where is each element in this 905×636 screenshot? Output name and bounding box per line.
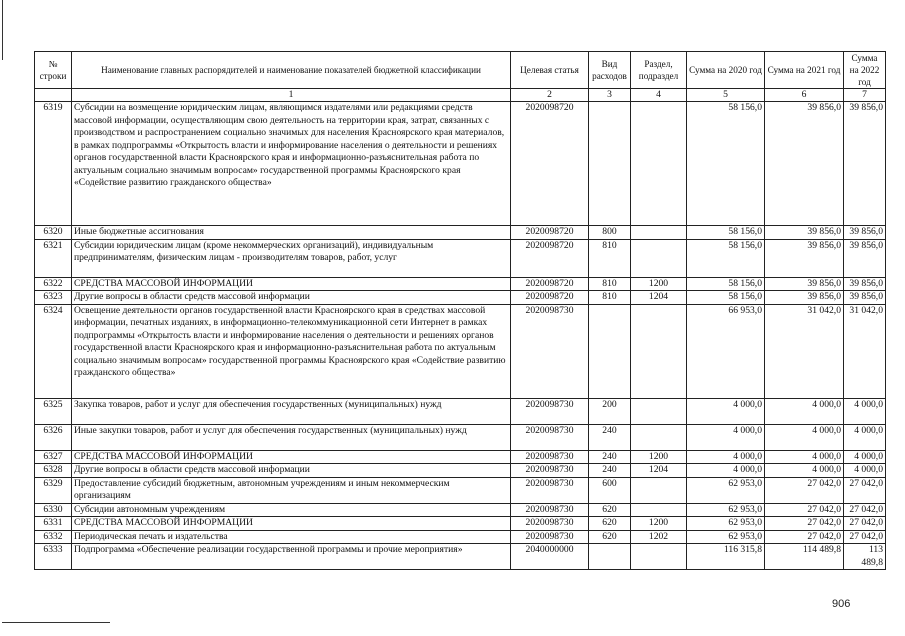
- row-sum-2022: 27 042,0: [844, 503, 886, 517]
- row-number: 6330: [35, 503, 72, 517]
- row-sum-2022: 113 489,8: [844, 544, 886, 570]
- row-target-code: 2020098720: [511, 291, 589, 305]
- row-name: СРЕДСТВА МАССОВОЙ ИНФОРМАЦИИ: [72, 277, 511, 291]
- row-number: 6328: [35, 464, 72, 478]
- row-sum-2022: 39 856,0: [844, 291, 886, 305]
- row-sum-2021: 31 042,0: [765, 304, 844, 398]
- row-sum-2021: 27 042,0: [765, 517, 844, 531]
- row-name: Субсидии юридическим лицам (кроме некоммерческих организаций), индивидуальным предпринимателям, физическим лицам - производителям товаров, работ, услуг: [72, 239, 511, 277]
- row-target-code: 2020098720: [511, 102, 589, 226]
- row-section: [631, 398, 687, 424]
- row-sum-2020: 58 156,0: [687, 102, 765, 226]
- row-number: 6323: [35, 291, 72, 305]
- margin-rule: [2, 0, 3, 60]
- col-number: 5: [687, 89, 765, 102]
- col-number: 4: [631, 89, 687, 102]
- row-target-code: 2020098730: [511, 450, 589, 464]
- row-target-code: 2020098720: [511, 277, 589, 291]
- row-sum-2020: 58 156,0: [687, 226, 765, 240]
- row-section: [631, 503, 687, 517]
- row-number: 6333: [35, 544, 72, 570]
- col-header-sum-2022: Сумма на 2022 год: [844, 52, 886, 89]
- row-number: 6325: [35, 398, 72, 424]
- row-sum-2021: 4 000,0: [765, 450, 844, 464]
- table-row: [35, 450, 886, 464]
- row-expense-type: 240: [589, 424, 631, 450]
- row-sum-2020: 4 000,0: [687, 398, 765, 424]
- row-number: 6322: [35, 277, 72, 291]
- row-sum-2020: 62 953,0: [687, 517, 765, 531]
- row-sum-2020: 4 000,0: [687, 450, 765, 464]
- row-number: 6324: [35, 304, 72, 398]
- table-row: [35, 544, 886, 570]
- table-row: [35, 239, 886, 277]
- table-row: [35, 304, 886, 398]
- row-sum-2020: 66 953,0: [687, 304, 765, 398]
- row-expense-type: [589, 544, 631, 570]
- row-section: [631, 239, 687, 277]
- row-expense-type: 240: [589, 464, 631, 478]
- row-sum-2020: 62 953,0: [687, 503, 765, 517]
- row-sum-2021: 39 856,0: [765, 291, 844, 305]
- row-sum-2020: 4 000,0: [687, 464, 765, 478]
- row-sum-2020: 116 315,8: [687, 544, 765, 570]
- row-section: 1204: [631, 291, 687, 305]
- row-sum-2022: 4 000,0: [844, 398, 886, 424]
- row-sum-2022: 27 042,0: [844, 517, 886, 531]
- row-number: 6321: [35, 239, 72, 277]
- footer-rule: [2, 622, 110, 623]
- row-sum-2022: 39 856,0: [844, 277, 886, 291]
- row-sum-2022: 4 000,0: [844, 450, 886, 464]
- row-sum-2021: 4 000,0: [765, 424, 844, 450]
- row-name: СРЕДСТВА МАССОВОЙ ИНФОРМАЦИИ: [72, 450, 511, 464]
- row-number: 6319: [35, 102, 72, 226]
- table-row: [35, 517, 886, 531]
- row-number: 6320: [35, 226, 72, 240]
- row-name: Иные закупки товаров, работ и услуг для обеспечения государственных (муниципальных) нужд: [72, 424, 511, 450]
- col-number: [35, 89, 72, 102]
- row-target-code: 2020098730: [511, 398, 589, 424]
- row-section: [631, 102, 687, 226]
- table-row: [35, 530, 886, 544]
- table-row: [35, 477, 886, 503]
- row-target-code: 2020098730: [511, 464, 589, 478]
- row-sum-2022: 31 042,0: [844, 304, 886, 398]
- row-sum-2021: 114 489,8: [765, 544, 844, 570]
- row-expense-type: 600: [589, 477, 631, 503]
- row-section: 1200: [631, 450, 687, 464]
- col-header-sum-2020: Сумма на 2020 год: [687, 52, 765, 89]
- row-name: Периодическая печать и издательства: [72, 530, 511, 544]
- col-header-no: № строки: [35, 52, 72, 89]
- row-number: 6331: [35, 517, 72, 531]
- table-row: [35, 464, 886, 478]
- row-name: Освещение деятельности органов государственной власти Красноярского края в средствах массовой информации, печатных изданиях, в информационно-телекоммуникационной сети Интернет в рамках подпрограммы «Открытость власти и информирование населения о деятельности и решениях органов государственной власти Красноярского края и информационно-разъяснительная работа по актуальным социально значимым вопросам» государственной программы Красноярского края «Содействие развитию гражданского общества»: [72, 304, 511, 398]
- row-expense-type: 810: [589, 239, 631, 277]
- row-section: 1204: [631, 464, 687, 478]
- row-sum-2021: 39 856,0: [765, 239, 844, 277]
- row-expense-type: 810: [589, 277, 631, 291]
- row-sum-2022: 4 000,0: [844, 464, 886, 478]
- row-name: Подпрограмма «Обеспечение реализации государственной программы и прочие мероприятия»: [72, 544, 511, 570]
- row-name: Субсидии автономным учреждениям: [72, 503, 511, 517]
- col-number: 1: [72, 89, 511, 102]
- table-row: [35, 398, 886, 424]
- row-target-code: 2020098720: [511, 226, 589, 240]
- row-target-code: 2020098730: [511, 304, 589, 398]
- row-sum-2021: 39 856,0: [765, 277, 844, 291]
- row-number: 6329: [35, 477, 72, 503]
- row-sum-2021: 27 042,0: [765, 530, 844, 544]
- col-header-target: Целевая статья: [511, 52, 589, 89]
- row-expense-type: 240: [589, 450, 631, 464]
- row-section: [631, 424, 687, 450]
- row-number: 6327: [35, 450, 72, 464]
- row-sum-2020: 62 953,0: [687, 477, 765, 503]
- row-expense-type: [589, 102, 631, 226]
- row-target-code: 2040000000: [511, 544, 589, 570]
- table-row: [35, 291, 886, 305]
- row-sum-2022: 39 856,0: [844, 102, 886, 226]
- row-sum-2021: 39 856,0: [765, 102, 844, 226]
- row-sum-2022: 27 042,0: [844, 477, 886, 503]
- row-target-code: 2020098720: [511, 239, 589, 277]
- row-sum-2021: 27 042,0: [765, 503, 844, 517]
- row-target-code: 2020098730: [511, 477, 589, 503]
- row-expense-type: 620: [589, 530, 631, 544]
- row-name: СРЕДСТВА МАССОВОЙ ИНФОРМАЦИИ: [72, 517, 511, 531]
- row-name: Закупка товаров, работ и услуг для обеспечения государственных (муниципальных) нужд: [72, 398, 511, 424]
- row-sum-2022: 27 042,0: [844, 530, 886, 544]
- col-number: 3: [589, 89, 631, 102]
- col-number: 2: [511, 89, 589, 102]
- table-row: [35, 102, 886, 226]
- row-sum-2020: 4 000,0: [687, 424, 765, 450]
- row-section: [631, 304, 687, 398]
- row-sum-2022: 39 856,0: [844, 239, 886, 277]
- row-section: 1200: [631, 517, 687, 531]
- row-sum-2020: 58 156,0: [687, 239, 765, 277]
- col-header-name: Наименование главных распорядителей и наименование показателей бюджетной классификации: [72, 52, 511, 89]
- row-target-code: 2020098730: [511, 517, 589, 531]
- row-expense-type: 620: [589, 503, 631, 517]
- col-header-section: Раздел, подраздел: [631, 52, 687, 89]
- row-expense-type: 810: [589, 291, 631, 305]
- row-name: Другие вопросы в области средств массовой информации: [72, 464, 511, 478]
- row-sum-2021: 27 042,0: [765, 477, 844, 503]
- row-sum-2021: 39 856,0: [765, 226, 844, 240]
- row-expense-type: 620: [589, 517, 631, 531]
- row-target-code: 2020098730: [511, 424, 589, 450]
- row-number: 6326: [35, 424, 72, 450]
- col-header-expense-type: Вид расходов: [589, 52, 631, 89]
- col-header-sum-2021: Сумма на 2021 год: [765, 52, 844, 89]
- table-row: [35, 277, 886, 291]
- row-sum-2020: 58 156,0: [687, 277, 765, 291]
- row-sum-2021: 4 000,0: [765, 398, 844, 424]
- row-sum-2020: 62 953,0: [687, 530, 765, 544]
- row-sum-2021: 4 000,0: [765, 464, 844, 478]
- table-row: [35, 424, 886, 450]
- row-section: [631, 477, 687, 503]
- row-target-code: 2020098730: [511, 503, 589, 517]
- table-row: [35, 503, 886, 517]
- column-number-row: [35, 89, 886, 102]
- row-expense-type: [589, 304, 631, 398]
- row-sum-2022: 4 000,0: [844, 424, 886, 450]
- row-expense-type: 200: [589, 398, 631, 424]
- row-sum-2022: 39 856,0: [844, 226, 886, 240]
- row-sum-2020: 58 156,0: [687, 291, 765, 305]
- row-section: [631, 226, 687, 240]
- row-expense-type: 800: [589, 226, 631, 240]
- row-number: 6332: [35, 530, 72, 544]
- col-number: 6: [765, 89, 844, 102]
- page-number: 906: [832, 598, 851, 610]
- row-section: [631, 544, 687, 570]
- table-row: [35, 226, 886, 240]
- row-section: 1202: [631, 530, 687, 544]
- budget-table: [34, 51, 886, 570]
- row-name: Иные бюджетные ассигнования: [72, 226, 511, 240]
- header-row: [35, 52, 886, 89]
- row-name: Предоставление субсидий бюджетным, автономным учреждениям и иным некоммерческим организациям: [72, 477, 511, 503]
- row-target-code: 2020098730: [511, 530, 589, 544]
- row-name: Субсидии на возмещение юридическим лицам, являющимся издателями или редакциями средств массовой информации, осуществляющим свою деятельность на территории края, затрат, связанных с производством и распространением социально значимых для населения Красноярского края материалов, в рамках подпрограммы «Открытость власти и информирование населения о деятельности и решениях органов государственной власти Красноярского края и информационно-разъяснительная работа по актуальным социально значимым вопросам» государственной программы Красноярского края «Содействие развитию гражданского общества»: [72, 102, 511, 226]
- col-number: 7: [844, 89, 886, 102]
- row-name: Другие вопросы в области средств массовой информации: [72, 291, 511, 305]
- row-section: 1200: [631, 277, 687, 291]
